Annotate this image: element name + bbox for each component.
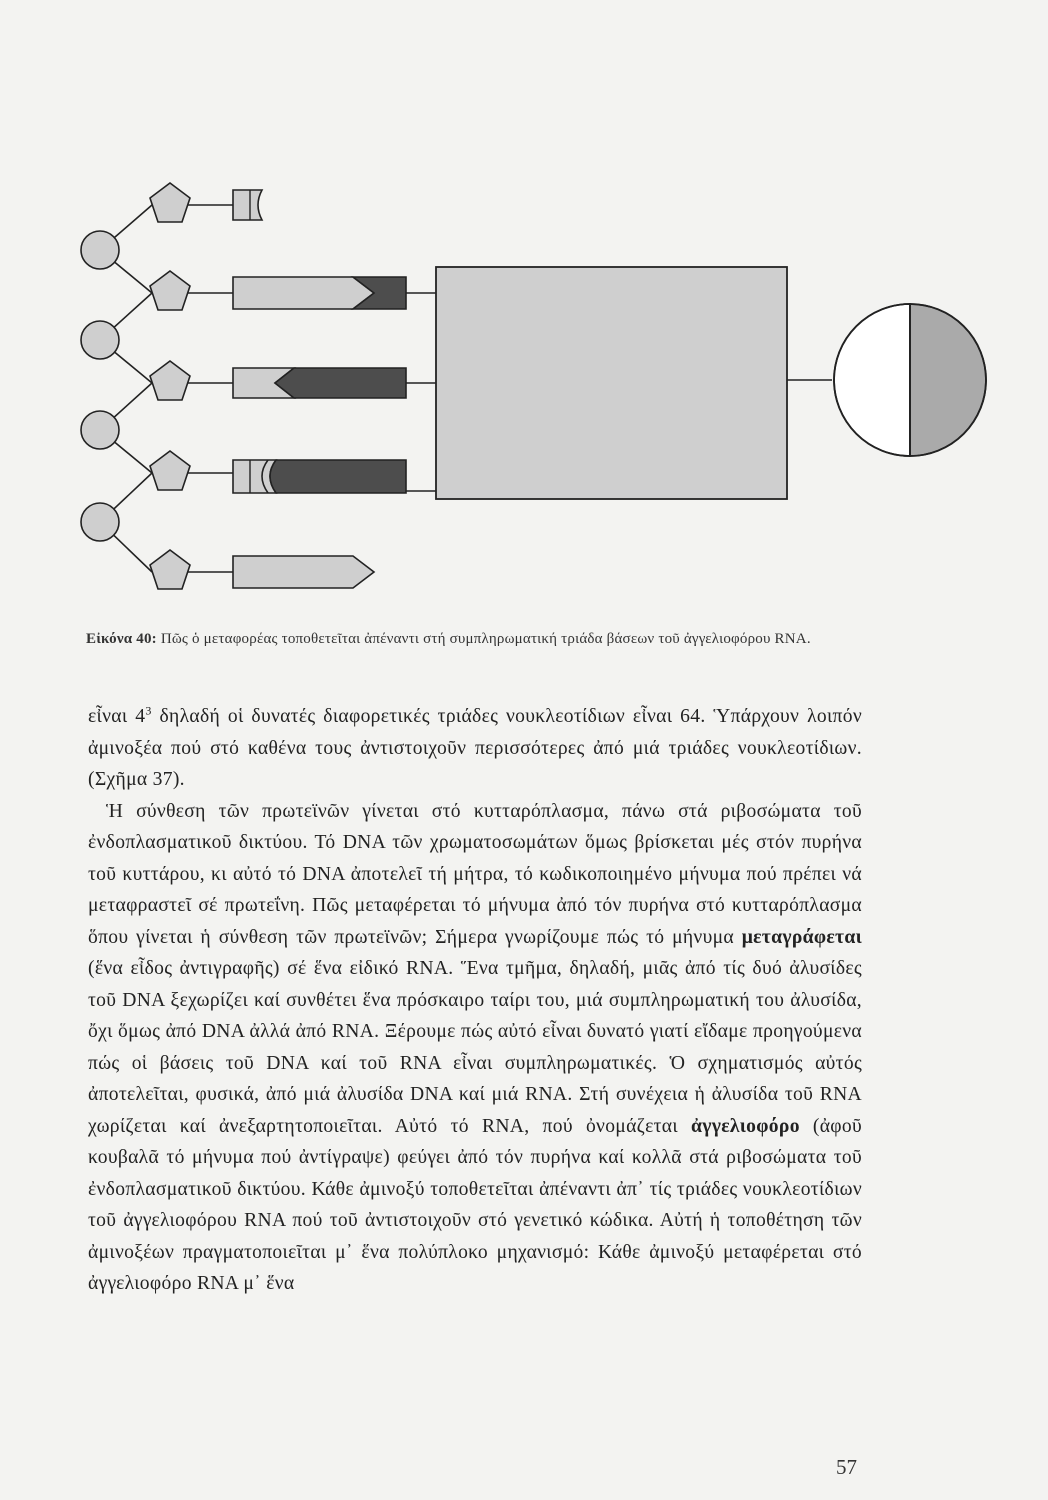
phosphate-circle [81, 503, 119, 541]
body-text [88, 701, 862, 1300]
sugar-pentagon [150, 183, 190, 222]
bold-term: ἀγγελιοφόρο [691, 1115, 800, 1137]
exponent: 3 [145, 703, 152, 718]
page-number: 57 [836, 1455, 857, 1479]
base-arrow [233, 556, 374, 588]
backbone-circles [81, 231, 119, 541]
codon-base [270, 460, 406, 493]
trna-mrna-diagram [0, 0, 1048, 625]
sugar-pentagon [150, 271, 190, 310]
paragraph: Ἡ σύνθεση τῶν πρωτεϊνῶν γίνεται στό κυτταρόπλασμα, πάνω στά ριβοσώματα τοῦ ἐνδοπλασματικοῦ δικτύου. Τό DNA τῶν χρωματοσωμάτων ὅμως βρίσκεται μές στόν πυρήνα τοῦ κυττάρου, κι αὐτό τό DNA ἀποτελεῖ τή μήτρα, τό κωδικοποιημένο μήνυμα πού πρέπει νά μεταφραστεῖ σέ πρωτεΐνη. Πῶς μεταφέρεται τό μήνυμα ἀπό τόν πυρήνα στό κυτταρόπλασμα ὅπου γίνεται ἡ σύνθεση τῶν πρωτεϊνῶν; Σήμερα γνωρίζουμε πώς τό μήνυμα μεταγράφεται (ἕνα εἶδος ἀντιγραφῆς) σέ ἕνα εἰδικό RNA. Ἕνα τμῆμα, δηλαδή, μιᾶς ἀπό τίς δυό ἀλυσίδες τοῦ DNA ξεχωρίζει καί συνθέτει ἕνα πρόσκαιρο ταίρι του, μιά συμπληρωματική του ἀλυσίδα, ὄχι ὅμως ἀπό DNA ἀλλά ἀπό RNA. Ξέρουμε πώς αὐτό εἶναι δυνατό γιατί εἴδαμε προηγούμενα πώς οἱ βάσεις τοῦ DNA καί τοῦ RNA εἶναι συμπληρωματικές. Ὁ σχηματισμός αὐτός ἀποτελεῖται, φυσικά, ἀπό μιά ἀλυσίδα DNA καί μιά RNA. Στή συνέχεια ἡ ἀλυσίδα τοῦ RNA χωρίζεται καί ἀνεξαρτητοποιεῖται. Αὐτό τό RNA, πού ὀνομάζεται ἀγγελιοφόρο (ἀφοῦ κουβαλᾶ τό μήνυμα πού ἀντίγραψε) φεύγει ἀπό τόν πυρήνα καί κολλᾶ στά ριβοσώματα τοῦ ἐνδοπλασματικοῦ δικτύου. Κάθε ἀμινοξύ τοποθετεῖται ἀπέναντι ἀπ᾿ τίς τριάδες νουκλεοτίδιων τοῦ ἀγγελιοφόρου RNA πού τοῦ ἀντιστοιχοῦν στό γενετικό κώδικα. Αὐτή ἡ τοποθέτηση τῶν ἀμινοξέων πραγματοποιεῖται μ᾿ ἕνα πολύπλοκο μηχανισμό: Κάθε ἀμινοξύ μεταφέρεται στό ἀγγελιοφόρο RNA μ᾿ ἕνα [88, 800, 863, 1294]
phosphate-circle [81, 321, 119, 359]
figure-caption-text: Πῶς ὁ μεταφορέας τοποθετεῖται ἀπέναντι στή συμπληρωματική τριάδα βάσεων τοῦ ἀγγελιοφόρου RNA. [160, 631, 811, 647]
anticodon-base [233, 277, 374, 309]
figure-caption [86, 630, 876, 649]
phosphate-circle [81, 411, 119, 449]
bold-term: μεταγράφεται [741, 926, 862, 948]
sugar-pentagons [150, 183, 190, 589]
phosphate-circle [81, 231, 119, 269]
base-stub [233, 190, 262, 220]
sugar-pentagon [150, 361, 190, 400]
paragraph: εἶναι $4^3$ δηλαδή οἱ δυνατές διαφορετικές τριάδες νουκλεοτίδιων εἶναι 64. Ὑπάρχουν λοιπόν ἀμινοξέα πού στό καθένα τους ἀντιστοιχοῦν περισσότερες ἀπό μιά τριάδες νουκλεοτίδιων. (Σχῆμα 37). [88, 703, 862, 790]
ribosome-box [436, 267, 787, 499]
codon-base [275, 368, 406, 398]
sugar-pentagon [150, 451, 190, 490]
sugar-pentagon [150, 550, 190, 589]
figure-label: Εἰκόνα 40: [86, 631, 157, 647]
amino-acid-circle [834, 304, 986, 456]
